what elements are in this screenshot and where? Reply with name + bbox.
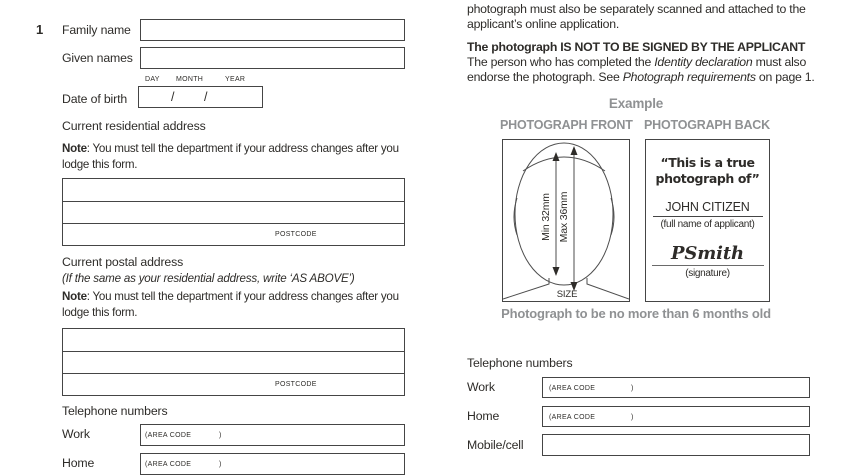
postal-address-hint: (If the same as your residential address, write ‘AS ABOVE’) bbox=[62, 272, 355, 285]
home-phone-label: Home bbox=[467, 409, 500, 423]
postal-address-line1-field[interactable] bbox=[63, 329, 404, 351]
dob-slash: / bbox=[171, 90, 175, 104]
photo-endorse-text bbox=[467, 55, 820, 85]
endorse-text: The person who has completed the bbox=[467, 55, 655, 69]
residential-postcode-field[interactable] bbox=[63, 223, 404, 245]
postcode-label: POSTCODE bbox=[275, 381, 317, 388]
endorse-text: must also endorse the photograph. See bbox=[467, 55, 807, 84]
applicant-name-sample: JOHN CITIZEN bbox=[653, 200, 763, 217]
note-label: Note bbox=[62, 142, 87, 155]
photograph-requirements-ref: Photograph requirements bbox=[622, 70, 756, 84]
identity-declaration-ref: Identity declaration bbox=[654, 55, 753, 69]
note-text: : You must tell the department if your address changes after you lodge this form. bbox=[62, 290, 399, 319]
work-phone-field[interactable] bbox=[542, 377, 810, 398]
dob-day-label: DAY bbox=[145, 76, 160, 83]
true-photograph-quote: “This is a true photograph of” bbox=[655, 155, 760, 186]
work-phone-field[interactable] bbox=[140, 424, 405, 446]
example-heading: Example bbox=[608, 96, 664, 111]
family-name-label: Family name bbox=[62, 23, 131, 37]
photo-not-signed-text bbox=[467, 40, 827, 55]
photo-scan-text: photograph must also be separately scanned and attached to the applicant’s online application. bbox=[467, 2, 806, 31]
postcode-label: POSTCODE bbox=[275, 231, 317, 238]
residential-address-fields bbox=[62, 178, 405, 246]
work-phone-label: Work bbox=[467, 380, 495, 394]
phone-numbers-heading: Telephone numbers bbox=[62, 404, 168, 418]
postal-address-fields bbox=[62, 328, 405, 396]
area-code-label: (AREA CODE bbox=[549, 414, 596, 421]
area-code-label: (AREA CODE bbox=[145, 461, 192, 468]
mobile-phone-label: Mobile/cell bbox=[467, 438, 524, 452]
postal-address-line2-field[interactable] bbox=[63, 351, 404, 373]
question-number: 1 bbox=[36, 22, 44, 37]
postal-postcode-field[interactable] bbox=[63, 373, 404, 395]
signature-sample: PSmith bbox=[652, 243, 764, 266]
home-phone-label: Home bbox=[62, 456, 95, 470]
photo-back-box bbox=[645, 139, 770, 302]
photograph-back-heading: PHOTOGRAPH BACK bbox=[644, 118, 770, 132]
dob-label: Date of birth bbox=[62, 92, 128, 106]
note-text: : You must tell the department if your address changes after you lodge this form. bbox=[62, 142, 399, 171]
not-signed-prefix: The photograph bbox=[467, 40, 561, 54]
area-code-close-paren: ) bbox=[631, 385, 634, 392]
area-code-close-paren: ) bbox=[219, 432, 222, 439]
residential-note bbox=[62, 141, 414, 172]
full-name-caption: (full name of applicant) bbox=[660, 219, 755, 231]
residential-address-line1-field[interactable] bbox=[63, 179, 404, 201]
max-height-label: Max 36mm bbox=[558, 191, 570, 243]
area-code-close-paren: ) bbox=[219, 461, 222, 468]
area-code-label: (AREA CODE bbox=[145, 432, 192, 439]
note-label: Note bbox=[62, 290, 87, 303]
photo-front-diagram bbox=[503, 140, 629, 301]
photograph-front-heading: PHOTOGRAPH FRONT bbox=[500, 118, 633, 132]
postal-address-heading: Current postal address bbox=[62, 255, 184, 269]
area-code-close-paren: ) bbox=[631, 414, 634, 421]
home-phone-field[interactable] bbox=[140, 453, 405, 475]
mobile-phone-field[interactable] bbox=[542, 434, 810, 456]
residential-address-line2-field[interactable] bbox=[63, 201, 404, 223]
dob-field[interactable] bbox=[138, 86, 263, 108]
signature-caption: (signature) bbox=[685, 268, 730, 280]
work-phone-label: Work bbox=[62, 427, 90, 441]
photo-age-caption: Photograph to be no more than 6 months old bbox=[501, 306, 771, 321]
endorse-text: on page 1. bbox=[755, 70, 815, 84]
family-name-field[interactable] bbox=[140, 19, 405, 41]
dob-slash: / bbox=[204, 90, 208, 104]
residential-address-heading: Current residential address bbox=[62, 119, 206, 133]
not-signed-caps: IS NOT TO BE SIGNED BY THE APPLICANT bbox=[560, 40, 806, 54]
phone-numbers-heading: Telephone numbers bbox=[467, 356, 573, 370]
given-names-label: Given names bbox=[62, 51, 133, 65]
area-code-label: (AREA CODE bbox=[549, 385, 596, 392]
given-names-field[interactable] bbox=[140, 47, 405, 69]
min-height-label: Min 32mm bbox=[540, 193, 552, 241]
dob-year-label: YEAR bbox=[225, 76, 246, 83]
photo-front-box bbox=[502, 139, 630, 302]
size-label: SIZE bbox=[556, 289, 578, 300]
dob-month-label: MONTH bbox=[176, 76, 204, 83]
home-phone-field[interactable] bbox=[542, 406, 810, 427]
postal-note bbox=[62, 289, 414, 320]
